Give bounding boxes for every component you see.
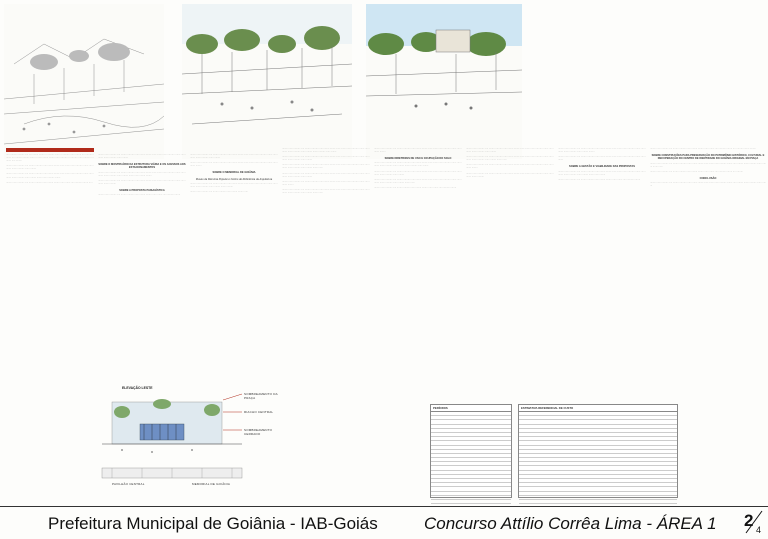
- memorial-heading: SOBRE CONSTRUÇÕES PARA PRESERVAÇÃO DO PATRIMÔNIO HISTÓRICO, CULTURAL E RECUPERAÇÃO DO CENTRO DE IDENTIDADE DO GOIÂNIA ORIGINAL EM PIAÇA: [651, 154, 765, 161]
- memorial-heading: SOBRE O MOSTRUÁRIO DA ESTRUTURA VIÁRIA E OS ACESSOS AOS ESTACIONAMENTOS: [98, 163, 186, 170]
- perspectives-band: [0, 0, 768, 170]
- memorial-subtitle: Museu da Memória Popular e Centro de Referência da Arquitetura: [195, 177, 273, 181]
- text-column-6: ········ ······ ········· ····· ········ ········· ······ ········ ······· ······ ········ ····· ········· ········ ····· ········ ········ ········ ······· ········ ········ ······ ········· ····· ········ ········· ······ ········ ······· ······ ········ ····· ········· ········ ····· ········ ········ ········ ······· ········ ········ ····· ········ ······ ········· ····· ········ ········· ······ ········ ······· ······ ········ ····· ········· ········ ····· ········ ········ ········ ······ ········· ····· ········ ········· ······ ········ ······· ······ ········ ····· ········· ········ ····· ········ ········ ········: [466, 148, 554, 178]
- memorial-heading: CONCLUSÃO: [699, 176, 717, 180]
- perspective-sketch-1: [4, 4, 164, 159]
- table-title: ESTIMATIVA REFERENCIAL DE CUSTO: [519, 405, 677, 412]
- site-plan-elevation: [92, 372, 278, 500]
- plan-label: RIACHO CENTRAL: [244, 410, 274, 414]
- cost-tables: [430, 404, 768, 496]
- text-column-8: ········ ······ ········· ····· ········ ········· ······ ········ ······· ······ ········ ····· ········· ········ ····· ········ ········ ········ SOBRE CONSTRUÇÕES PARA PRESERVAÇÃO DO PATRIMÔNIO HISTÓRICO, CULTURAL E RECUPERAÇÃO DO CENTRO DE IDENTIDADE DO GOIÂNIA ORIGINAL EM PIAÇA ········ ······ ········· ····· ········ ········· ······ ········ ······· ······ ········ ····· ········· ········ ····· ········ ········ ········ ······· ········ ········ ····· ········ ······ ········· ····· ········ ········· ······ ········ ······· ······ ········ ····· ········· ········ ····· ········ CONCLUSÃO ········ ······ ········· ····· ········ ········· ······ ········ ······· ······ ········ ····· ········· ········ ····· ········ ········ ········ ······· ········: [650, 148, 766, 188]
- memorial-heading: SOBRE A GESTÃO E VIABILIDADE DAS PROPOSTAS: [568, 165, 636, 169]
- plan-label: ELEVAÇÃO LESTE: [122, 386, 153, 390]
- memorial-heading: SOBRE O MEMORIAL DE GOIÂNIA: [212, 171, 256, 175]
- plan-label: SOMBREAMENTO DA PRAÇA: [244, 392, 278, 400]
- title-bar: [0, 506, 768, 539]
- plan-label: SOMBREAMENTO CERRADO: [244, 428, 273, 436]
- periods-table: [430, 404, 512, 498]
- sheet-total: 4: [756, 525, 762, 535]
- plan-label: PAVILHÃO CENTRAL: [112, 482, 145, 486]
- contest-title: Concurso Attílio Corrêa Lima - ÁREA 1: [424, 514, 717, 533]
- text-column-1: ····· ········· ········· ····· ···· ········ ········ ··· ········ ······· ··· ········· ······ ········ ····· ········ ········· ··· ··········· ········ ······· ··· ····· ········ ········· ······ ········ ··· ········· ······· ········· ··· ········ ····· ········ ········ ······ ········· ····· ········ ········· ······ ········ ······· ······ ········ ····· ········· ········ ····· ········ ········ ········ ······· ········ ········ ······ ········· ····· ········ ········· ······ ········ ······· ······ ········ ····· ········· ········ ····· ········ ········ ········ ······· ········ ········ ······ ········ ········ ········ ······ ········· ····· ········ ········· ······ ········ ······· ······ ········ ····· ········· ········ ·····: [6, 154, 94, 184]
- perspective-sketch-3: [366, 4, 522, 159]
- perspective-sketch-2: [182, 4, 352, 159]
- text-column-4: ········ ······ ········· ····· ········ ········· ······ ········ ······· ······ ········ ····· ········· ········ ····· ········ ········ ········ ······· ········ ········ ········ ······ ········ ········ ······ ········· ····· ········ ········· ······ ········ ······· ······ ········ ····· ········· ········ ····· ········ ········ ········ ······· ········ ········ ······ ········· ····· ········ ········· ······ ········ ······· ······ ········ ····· ········· ········ ····· ········ ········ ········ ······· ········ ········ ····· ········ ······ ········· ····· ········ ········· ······ ········ ······· ······ ········ ····· ········· ········ ····· ········ ········ ········ ······· ········ ········ ······ ········· ····· ········ ········· ······ ········ ······· ······ ········ ····· ········· ········ ····· ········ ········ ········ ······ ········· ····· ········ ········· ······ ········ ······· ······ ········ ····· ········· ········ ····· ········ ········ ········ ······· ········ ········ ·····: [282, 148, 370, 195]
- table-title: PERÍODOS: [431, 405, 511, 412]
- organizer-title: Prefeitura Municipal de Goiânia - IAB-Goiás: [48, 514, 378, 533]
- sheet-number: 2: [744, 511, 754, 530]
- plan-label: MEMORIAL DE GOIÂNIA: [192, 482, 231, 486]
- text-column-7: ········ ······ ········· ····· ········ ········· ······ ········ ······· ······ ········ ····· ········· ········ ····· ········ ········ ········ ······· ········ ········ ········ ······ ········· ····· ········ ········· ······ ········ ······· ······ ········ ····· ········· ········ ····· ········ SOBRE A GESTÃO E VIABILIDADE DAS PROPOSTAS ········ ······ ········· ····· ········ ········· ······ ········ ······· ······ ········ ····· ········· ········ ····· ········ ········ ········ ······· ········ ········ ····· ········ ········ ······ ········· ····· ········ ········· ······ ········ ······· ······ ········ ····· ········· ········: [558, 148, 646, 181]
- memorial-heading: SOBRE A PROPOSTA PAISAGÍSTICA: [119, 188, 165, 192]
- cost-estimate-table: [518, 404, 678, 498]
- text-column-3: ········ ······ ········· ····· ········ ········· ······ ········ ······· ······ ········ ····· ········· ········ ····· ········ ········ ········ ······· ········ ········ ······ ········· ····· ········ ········· ······ ········ ······· ······ ········ ····· ········· ········ ····· ········ ········ SOBRE O MEMORIAL DE GOIÂNIA Museu da Memória Popular e Centro de Referência da Arquitetura ········ ······ ········· ····· ········ ········· ······ ········ ······· ······ ········ ····· ········· ········ ····· ········ ········ ········ ······· ········ ········ ········ ········ ······ ········· ····· ········ ········· ······ ········ ······· ······: [190, 154, 278, 193]
- text-column-2: ········ ······ ········· ····· ········ ········· ······ ········ ······· ······ ········ ····· ········· ········ ····· ········ ········ ········ ······· ········ SOBRE O MOSTRUÁRIO DA ESTRUTURA VIÁRIA E OS ACESSOS AOS ESTACIONAMENTOS ········ ······ ········· ····· ········ ········· ······ ········ ······· ······ ········ ····· ········· ········ ····· ········ ········ ········ ······· ········ ········ ····· ········ ········ ········ ······ ········· ····· ········ ········· ······ ········ ······· ······ ········ ····· ········· ········ ····· ········ ········ ········ SOBRE A PROPOSTA PAISAGÍSTICA ········ ······ ········· ····· ········ ········· ······ ········ ······· ······ ········ ····· ········· ········: [98, 154, 186, 197]
- text-column-5: ········ ······ ········· ····· ········ ········· ······ ········ ······· ······ ········ ····· ········· ········ ····· ········ ········ SOBRE DIRETRIZES DE USO E OCUPAÇÃO DO SOLO ········ ······ ········· ····· ········ ········· ······ ········ ······· ······ ········ ····· ········· ········ ····· ········ ········ ········ ······· ········ ········ ········ ······ ········ ········ ······ ········· ····· ········ ········· ······ ········ ······· ······ ········ ····· ········· ········ ····· ········ ········ ········ ······· ········ ········ ······ ········· ····· ········ ········· ······ ········ ······· ······ ········ ····· ········· ········ ····· ········ ········ ········ ······· ········ ········ ····· ········ ······ ········· ····· ········ ········· ······ ········ ······· ······ ········ ····· ········· ········: [374, 148, 462, 189]
- memorial-heading: SOBRE DIRETRIZES DE USO E OCUPAÇÃO DO SOLO: [384, 157, 452, 161]
